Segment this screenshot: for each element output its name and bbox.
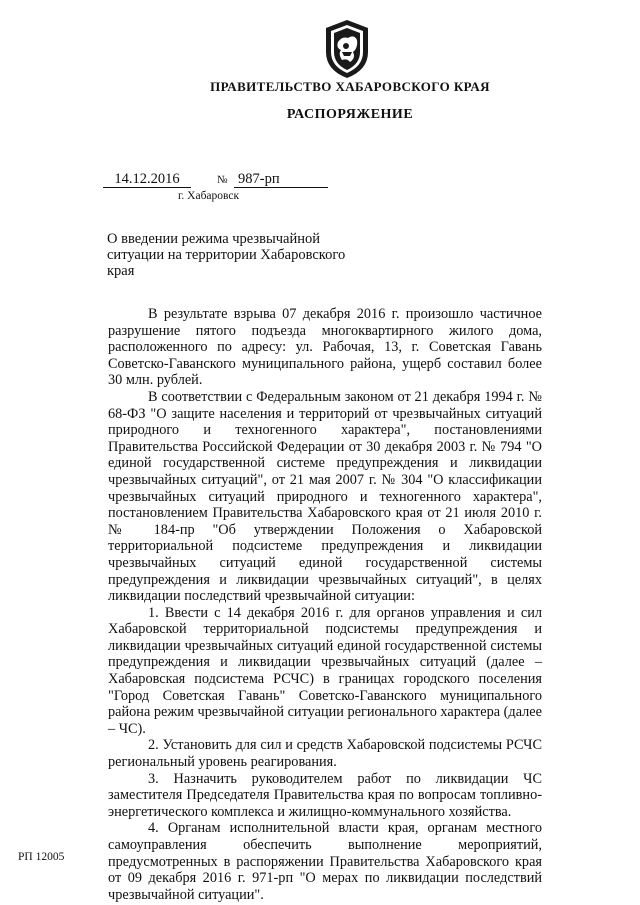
- city: г. Хабаровск: [178, 190, 240, 202]
- document-date: 14.12.2016: [103, 172, 191, 188]
- paragraph: 2. Установить для сил и средств Хабаровской подсистемы РСЧС региональный уровень реагирования.: [108, 737, 542, 771]
- paragraph: 4. Органам исполнительной власти края, органам местного самоуправления обеспечить выполнение мероприятий, предусмотренных в распоряжении Правительства Хабаровского края от 09 декабря 2016 г. 971-рп "О мерах по ликвидации последствий чрезвычайной ситуации".: [108, 820, 542, 903]
- document-subject: О введении режима чрезвычайной ситуации на территории Хабаровского края: [107, 231, 346, 279]
- government-title: ПРАВИТЕЛЬСТВО ХАБАРОВСКОГО КРАЯ: [210, 79, 490, 94]
- coat-of-arms-icon: [320, 18, 374, 80]
- footer-code: РП 12005: [18, 851, 65, 863]
- paragraph: В результате взрыва 07 декабря 2016 г. произошло частичное разрушение пятого подъезда многоквартирного жилого дома, расположенного по адресу: ул. Рабочая, 13, г. Советская Гавань Советско-Гаванского муниципального района, ущерб составил более 30 млн. рублей.: [108, 306, 542, 389]
- paragraph: 1. Ввести с 14 декабря 2016 г. для органов управления и сил Хабаровской территориальной подсистемы предупреждения и ликвидации чрезвычайных ситуаций единой государственной системы предупреждения и ликвидации чрезвычайных ситуаций (далее – Хабаровская подсистема РСЧС) в границах городского поселения "Город Советская Гавань" Советско-Гаванского муниципального района режим чрезвычайной ситуации регионального характера (далее – ЧС).: [108, 604, 542, 737]
- paragraph: 3. Назначить руководителем работ по ликвидации ЧС заместителя Председателя Правительства края по вопросам топливно-энергетического комплекса и жилищно-коммунального хозяйства.: [108, 770, 542, 820]
- document-type: РАСПОРЯЖЕНИЕ: [286, 107, 414, 122]
- document-body: [108, 306, 542, 903]
- paragraph: В соответствии с Федеральным законом от 21 декабря 1994 г. № 68-ФЗ "О защите населения и территорий от чрезвычайных ситуаций природного и техногенного характера", постановлениями Правительства Российской Федерации от 30 декабря 2003 г. № 794 "О единой государственной системе предупреждения и ликвидации чрезвычайных ситуаций", от 21 мая 2007 г. № 304 "О классификации чрезвычайных ситуаций природного и техногенного характера", постановлением Правительства Хабаровского края от 21 июля 2010 г. № 184-пр "Об утверждении Положения о Хабаровской территориальной подсистеме предупреждения и ликвидации чрезвычайных ситуаций единой государственной системы предупреждения и ликвидации чрезвычайных ситуаций", в целях ликвидации последствий чрезвычайной ситуации:: [108, 388, 542, 605]
- number-sign: №: [217, 174, 228, 186]
- document-number: 987-рп: [234, 172, 328, 188]
